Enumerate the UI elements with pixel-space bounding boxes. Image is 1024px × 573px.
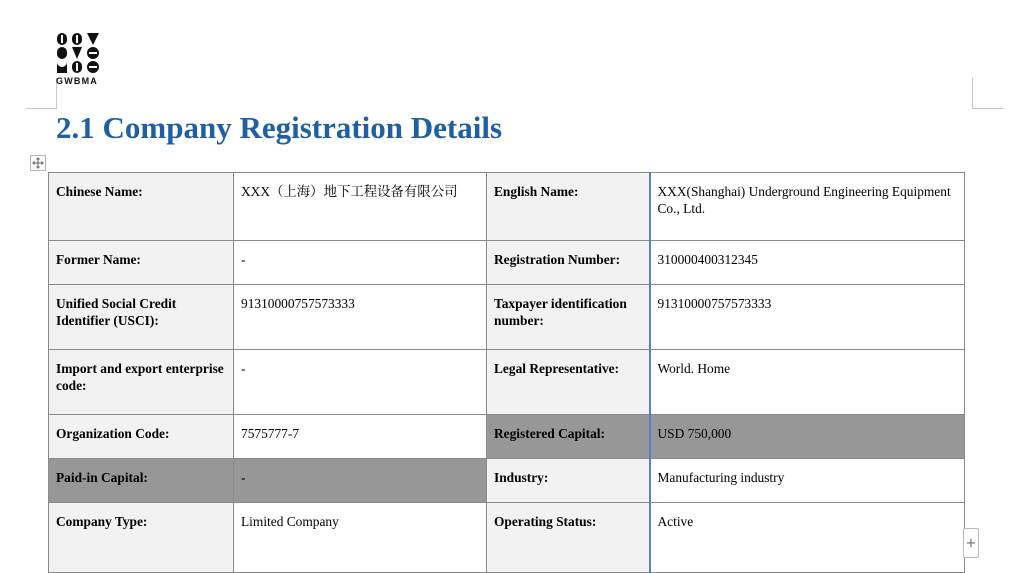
legal-representative-label: Legal Representative: xyxy=(487,350,650,415)
industry-value[interactable]: Manufacturing industry xyxy=(650,459,965,503)
paid-in-capital-value[interactable]: - xyxy=(234,459,487,503)
paid-in-capital-label: Paid-in Capital: xyxy=(49,459,234,503)
usci-label: Unified Social Credit Identifier (USCI): xyxy=(49,285,234,350)
english-name-label: English Name: xyxy=(487,173,650,241)
registered-capital-label: Registered Capital: xyxy=(487,415,650,459)
legal-representative-value[interactable]: World. Home xyxy=(650,350,965,415)
registered-capital-value[interactable]: USD 750,000 xyxy=(650,415,965,459)
company-type-value[interactable]: Limited Company xyxy=(234,503,487,573)
english-name-value[interactable]: XXX(Shanghai) Underground Engineering Equipment Co., Ltd. xyxy=(650,173,965,241)
table-row xyxy=(49,350,965,415)
operating-status-label: Operating Status: xyxy=(487,503,650,573)
table-row xyxy=(49,241,965,285)
logo-mark-icon xyxy=(56,32,100,74)
import-export-code-value[interactable]: - xyxy=(234,350,487,415)
move-arrows-icon[interactable] xyxy=(30,155,46,171)
registration-details-table xyxy=(48,172,965,573)
table-row xyxy=(49,285,965,350)
taxpayer-id-value[interactable]: 91310000757573333 xyxy=(650,285,965,350)
company-type-label: Company Type: xyxy=(49,503,234,573)
former-name-value[interactable]: - xyxy=(234,241,487,285)
table-row xyxy=(49,415,965,459)
usci-value[interactable]: 91310000757573333 xyxy=(234,285,487,350)
section-heading: 2.1 Company Registration Details xyxy=(56,110,503,145)
table-row xyxy=(49,503,965,573)
chinese-name-label: Chinese Name: xyxy=(49,173,234,241)
page-corner-mark-left xyxy=(26,78,57,109)
import-export-code-label: Import and export enterprise code: xyxy=(49,350,234,415)
page-corner-mark-right xyxy=(972,78,1003,109)
table-row xyxy=(49,173,965,241)
former-name-label: Former Name: xyxy=(49,241,234,285)
organization-code-value[interactable]: 7575777-7 xyxy=(234,415,487,459)
registration-number-value[interactable]: 310000400312345 xyxy=(650,241,965,285)
operating-status-value[interactable]: Active xyxy=(650,503,965,573)
company-logo xyxy=(56,32,102,86)
registration-number-label: Registration Number: xyxy=(487,241,650,285)
industry-label: Industry: xyxy=(487,459,650,503)
add-row-button[interactable] xyxy=(963,528,979,558)
table-row xyxy=(49,459,965,503)
chinese-name-value[interactable]: XXX（上海）地下工程设备有限公司 xyxy=(234,173,487,241)
taxpayer-id-label: Taxpayer identification number: xyxy=(487,285,650,350)
plus-icon: + xyxy=(965,535,977,551)
logo-text: GWBMA xyxy=(56,76,98,86)
organization-code-label: Organization Code: xyxy=(49,415,234,459)
